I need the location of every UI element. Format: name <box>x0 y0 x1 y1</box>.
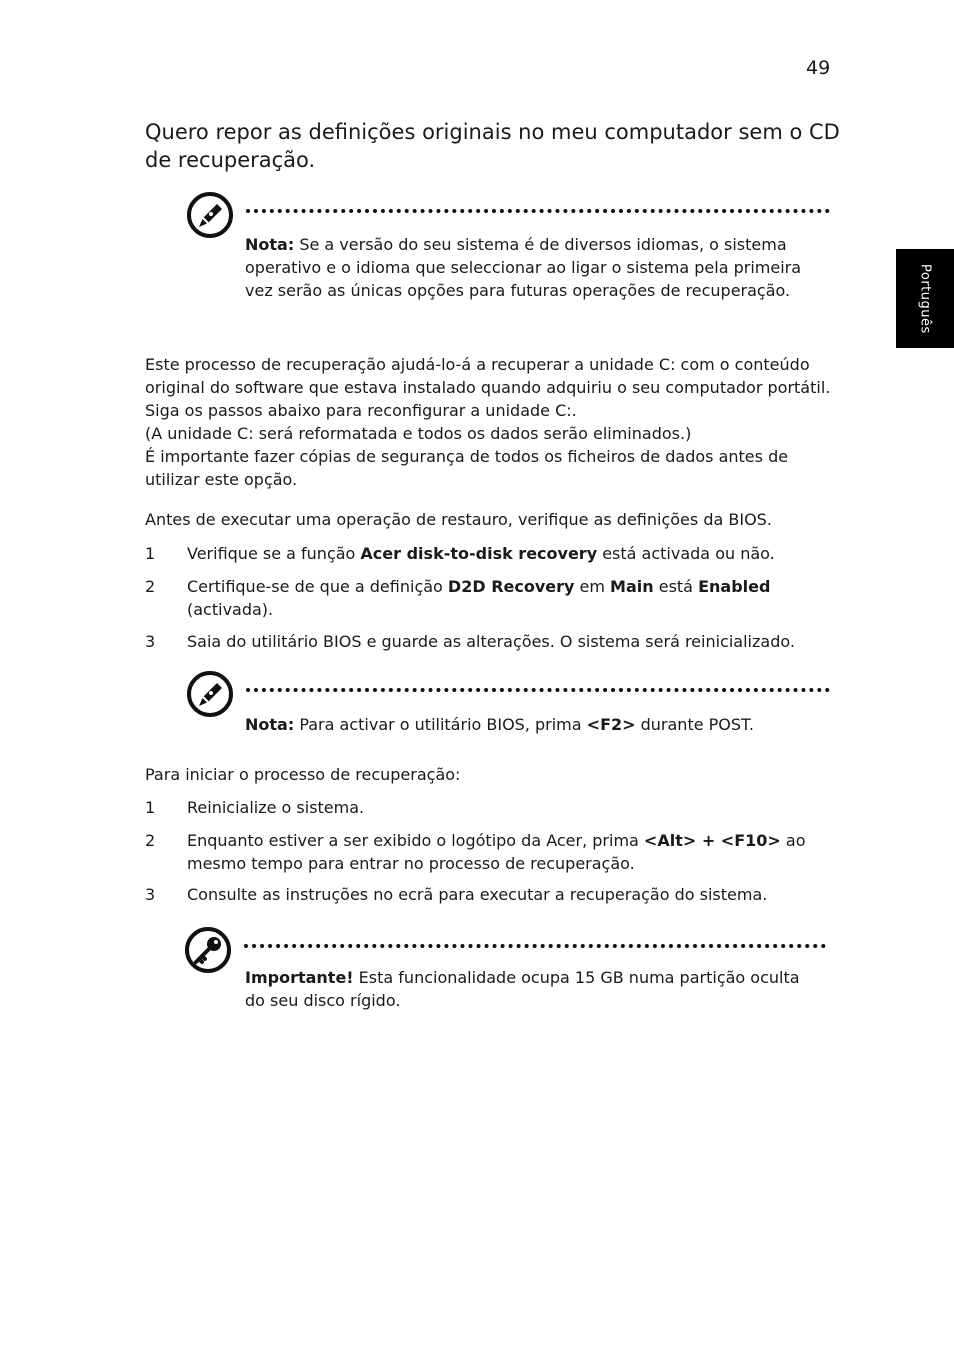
step-text: Reinicialize o sistema. <box>187 798 365 817</box>
list-item <box>187 630 837 653</box>
step-text: Enquanto estiver a ser exibido o logótipo da Acer, prima <box>187 831 644 850</box>
section-heading: Quero repor as definições originais no meu computador sem o CD de recuperação. <box>145 120 840 172</box>
step-keyword: Acer disk-to-disk recovery <box>360 544 598 563</box>
note-divider <box>246 688 830 692</box>
language-tab <box>896 249 954 348</box>
step-number: 1 <box>145 798 156 817</box>
key-icon <box>184 926 232 974</box>
step-text: está <box>653 577 699 596</box>
note-text <box>245 713 830 736</box>
intro-line: (A unidade C: será reformatada e todos os dados serão eliminados.) <box>145 424 692 443</box>
start-recovery-text: Para iniciar o processo de recuperação: <box>145 765 461 784</box>
note-label: Nota: <box>245 715 295 734</box>
step-text: Consulte as instruções no ecrã para executar a recuperação do sistema. <box>187 885 768 904</box>
intro-line: É importante fazer cópias de segurança de todos os ficheiros de dados antes de utilizar este opção. <box>145 447 789 489</box>
list-item <box>187 575 797 621</box>
note-label: Nota: <box>245 235 295 254</box>
step-number: 2 <box>145 577 156 596</box>
page-number: 49 <box>806 57 831 79</box>
step-keyword: Main <box>610 577 654 596</box>
important-text <box>245 966 805 1012</box>
important-body: Esta funcionalidade ocupa 15 GB numa partição oculta do seu disco rígido. <box>245 968 800 1010</box>
step-text: Certifique-se de que a definição <box>187 577 448 596</box>
note-pen-icon <box>186 670 234 718</box>
step-text: Saia do utilitário BIOS e guarde as alterações. O sistema será reinicializado. <box>187 632 795 651</box>
step-text: (activada). <box>187 600 274 619</box>
note-divider <box>246 209 830 213</box>
list-item <box>187 829 837 875</box>
important-label: Importante! <box>245 968 354 987</box>
step-number: 3 <box>145 632 156 651</box>
key-combo: <F2> <box>586 715 636 734</box>
note-pen-icon <box>186 191 234 239</box>
step-number: 1 <box>145 544 156 563</box>
step-text: ao mesmo tempo para entrar no processo de recuperação. <box>187 831 806 873</box>
step-text: Verifique se a função <box>187 544 361 563</box>
list-item <box>187 542 837 565</box>
step-text: está activada ou não. <box>597 544 775 563</box>
note-text <box>245 233 830 302</box>
step-number: 2 <box>145 831 156 850</box>
list-item <box>187 883 837 906</box>
step-keyword: Enabled <box>698 577 771 596</box>
step-text: em <box>574 577 611 596</box>
note-body: Se a versão do seu sistema é de diversos idiomas, o sistema operativo e o idioma que seleccionar ao ligar o sistema pela primeira vez serão as únicas opções para futuras operações de recuperação. <box>245 235 802 300</box>
intro-paragraph <box>145 353 845 491</box>
note-body: durante POST. <box>635 715 754 734</box>
note-body: Para activar o utilitário BIOS, prima <box>294 715 587 734</box>
intro-line: Este processo de recuperação ajudá-lo-á a recuperar a unidade C: com o conteúdo original do software que estava instalado quando adquiriu o seu computador portátil. Siga os passos abaixo para reconfigurar a unidade C:. <box>145 355 831 420</box>
language-tab-label: Português <box>917 263 933 334</box>
step-keyword: D2D Recovery <box>447 577 575 596</box>
before-restore-text: Antes de executar uma operação de restauro, verifique as definições da BIOS. <box>145 510 772 529</box>
important-divider <box>244 944 826 948</box>
step-number: 3 <box>145 885 156 904</box>
list-item <box>187 796 837 819</box>
key-combo: <Alt> + <F10> <box>643 831 781 850</box>
